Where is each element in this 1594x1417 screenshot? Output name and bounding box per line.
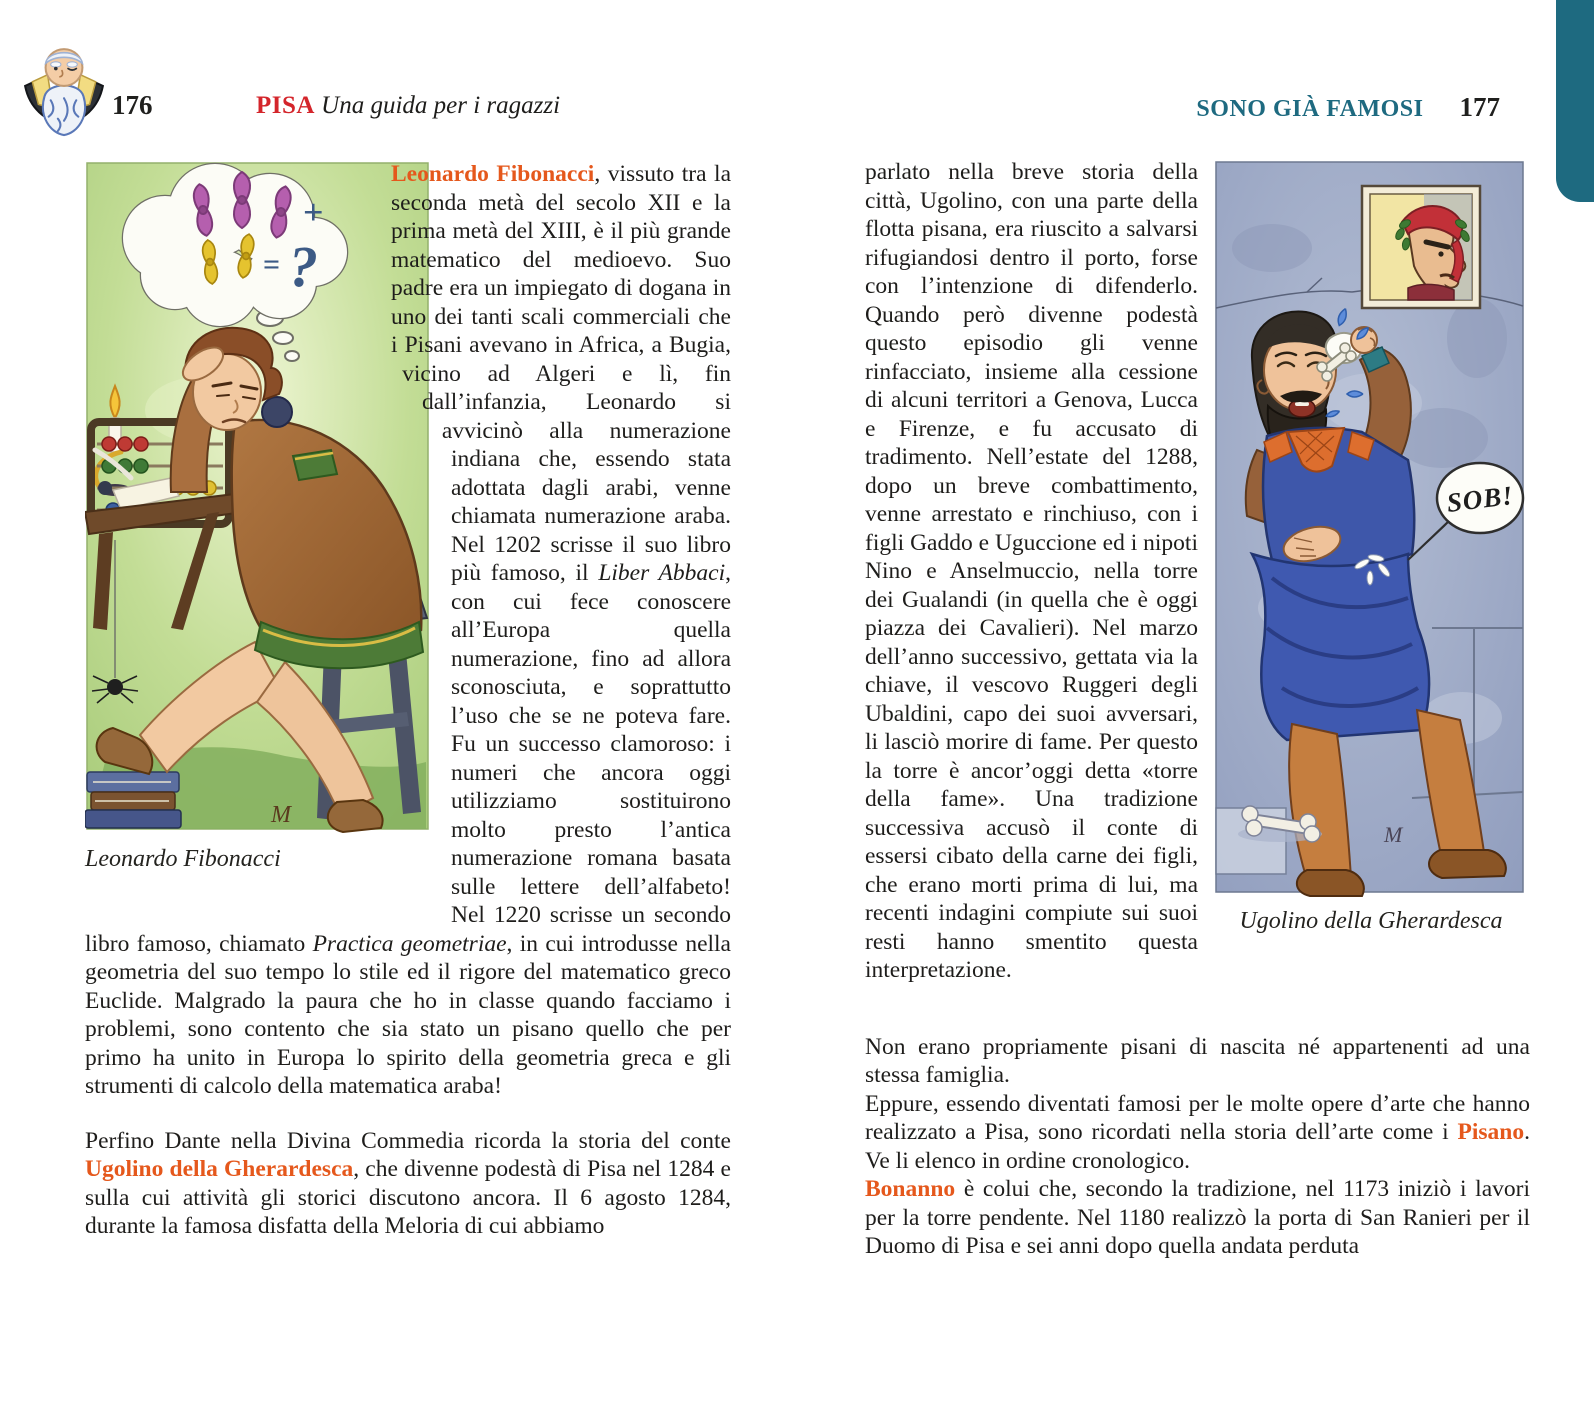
fibonacci-illustration bbox=[85, 160, 430, 840]
sob-text: SOB! bbox=[1445, 480, 1516, 518]
bonanno-text-1: è colui che, secondo la tradizione, nel 1173 iniziò i lavori per la torre pendente. Nel 1180 realizzò la porta di San Ranieri per il Duomo di Pisa e sei anni dopo quella andata perduta bbox=[865, 1176, 1530, 1259]
running-head-left bbox=[85, 92, 731, 120]
mascot-galileo-icon bbox=[20, 36, 108, 140]
book-subtitle: Una guida per i ragazzi bbox=[321, 92, 561, 119]
equals-sign: = bbox=[263, 248, 281, 281]
section-title: SONO GIÀ FAMOSI bbox=[1196, 96, 1424, 122]
chapter-bookmark-tab bbox=[1556, 0, 1594, 202]
ugolino-caption: Ugolino della Gherardesca bbox=[1239, 908, 1503, 934]
ugolino-figure-block bbox=[1212, 158, 1530, 1008]
eppure-paragraph bbox=[865, 1090, 1530, 1176]
bonanno-paragraph bbox=[865, 1175, 1530, 1261]
question-mark: ? bbox=[289, 234, 318, 299]
book-title-liber-abbaci: Liber Abbaci bbox=[598, 560, 726, 586]
book-brand: PISA bbox=[255, 92, 315, 119]
dante-text-2: , che divenne podestà di Pisa nel 1284 e sulla cui attività gli storici discutono ancora. Il 6 agosto 1284, durante la famosa disfatta della Meloria di cui abbiamo bbox=[85, 1156, 731, 1239]
running-head-right bbox=[1196, 92, 1500, 123]
artist-signature: M bbox=[1384, 822, 1403, 847]
fibonacci-text-2: , con cui fece conoscere all’Europa quella numerazione, fino ad allora sconosciuta, e soprattutto l’uso che se ne poteva fare. Fu un successo clamoroso: i numeri che ancora oggi utilizziamo sostituirono molto presto l’antica numerazione romana basata sulle lettere dell’alfabeto! Nel 1220 scrisse un secondo libro famoso, chiamato bbox=[85, 560, 731, 957]
fibonacci-text-1: , vissuto tra la seconda metà del secolo XII e la prima metà del XIII, è il più grande matematico del medioevo. Suo padre era un impiegato di dogana in uno dei tanti scali commerciali che i Pisani avevano in Africa, a Bugia, vicino ad Algeri e lì, fin dall’infanzia, Leonardo si avvicinò alla numerazione indiana che, essendo stata adottata dagli arabi, venne chiamata numerazione araba. Nel 1202 scrisse il suo libro più famoso, il bbox=[391, 161, 731, 586]
highlight-bonanno: Bonanno bbox=[865, 1176, 956, 1202]
dante-text-1: Perfino Dante nella Divina Commedia ricorda la storia del conte bbox=[85, 1127, 731, 1154]
eppure-text-1: Eppure, essendo diventati famosi per le molte opere d’arte che hanno realizzato a Pisa, sono ricordati nella storia dell’arte come i bbox=[865, 1090, 1530, 1145]
highlight-pisano: Pisano bbox=[1457, 1119, 1525, 1145]
plus-sign: + bbox=[303, 192, 324, 232]
highlight-leonardo-fibonacci: Leonardo Fibonacci bbox=[391, 161, 595, 187]
fibonacci-figure-block bbox=[85, 160, 437, 928]
artist-signature: M bbox=[271, 802, 291, 828]
right-page bbox=[865, 158, 1530, 1261]
left-page bbox=[85, 160, 731, 1241]
left-page-number: 176 bbox=[112, 90, 153, 120]
right-page-number: 177 bbox=[1459, 92, 1500, 122]
ugolino-column-paragraph: parlato nella breve storia della città, Ugolino, con una parte della flotta pisana, era riuscito a salvarsi rifugiandosi dentro il porto, forse con l’intenzione di difenderlo. Quando però divenne podestà questo episodio gli venne rinfacciato, insieme alla cessione di alcuni territori a Genova, Lucca e Firenze, e fu accusato di tradimento. Nell’estate del 1288, dopo un breve combattimento, venne arrestato e rinchiuso, con i figli Gaddo e Uguccione ed i nipoti Nino e Anselmuccio, nella torre dei Gualandi (in quella che è oggi piazza dei Cavalieri). Nel marzo dell’anno successivo, gettata via la chiave, il vescovo Ruggeri degli Ubaldini, capo dei suoi avversari, li lasciò morire di fame. Per questo la torre è ancor’oggi detta «torre della fame». Una tradizione successiva accusò il conte di essersi cibato della carne dei figli, che erano morti prima di lui, ma recenti indagini compiute sui suoi resti hanno smentito questa interpretazione. bbox=[865, 159, 1198, 983]
fibonacci-caption: Leonardo Fibonacci bbox=[85, 846, 281, 872]
dante-portrait bbox=[1362, 186, 1480, 308]
not-pisani-paragraph: Non erano propriamente pisani di nascita né appartenenti ad una stessa famiglia. bbox=[865, 1033, 1530, 1088]
highlight-ugolino: Ugolino della Gherardesca bbox=[85, 1156, 354, 1182]
eppure-text-2: . Ve li elenco in ordine cronologico. bbox=[865, 1119, 1530, 1174]
dante-paragraph bbox=[85, 1127, 731, 1241]
ugolino-illustration bbox=[1212, 158, 1527, 898]
book-stack bbox=[85, 772, 181, 828]
book-title-practica-geometriae: Practica geometriae bbox=[312, 930, 507, 957]
fibonacci-text-3: , in cui introdusse nella geometria del suo tempo lo stile ed il rigore del matematico greco Euclide. Malgrado la paura che ho in classe quando facciamo i problemi, sono contento che sia stato un pisano quello che per primo ha unito in Europa lo spirito della geometria greca e gli strumenti di calcolo della matematica araba! bbox=[85, 930, 731, 1099]
